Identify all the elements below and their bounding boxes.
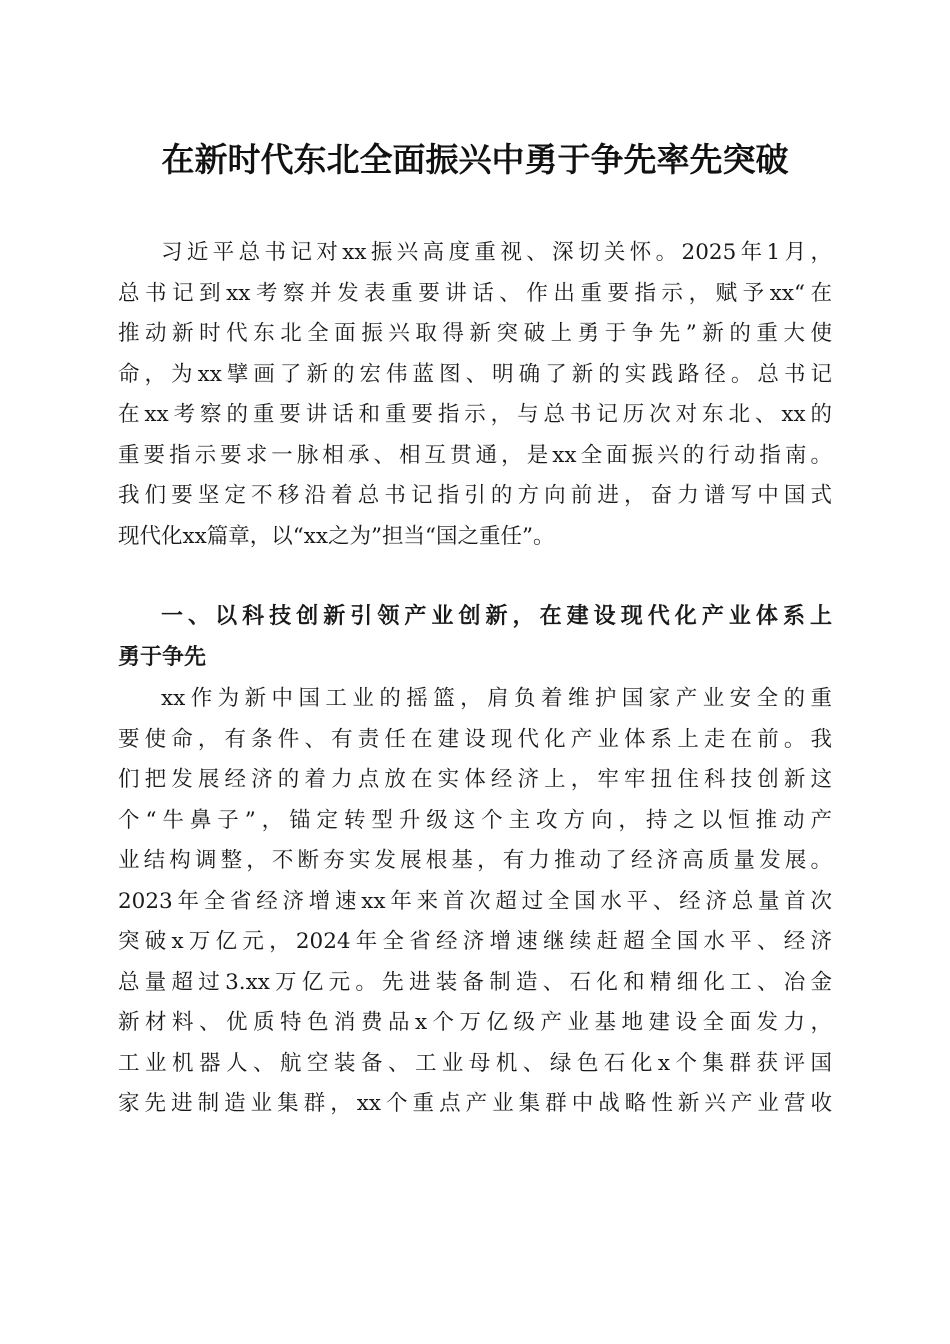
- heading-line: 一、以科技创新引领产业创新，在建设现代化产业体系上: [161, 604, 832, 629]
- text-line: 们把发展经济的着力点放在实体经济上，牢牢扭住科技创新这: [118, 767, 832, 792]
- text-line: 家先进制造业集群，xx个重点产业集群中战略性新兴产业营收: [118, 1091, 832, 1116]
- text-line: 2023年全省经济增速xx年来首次超过全国水平、经济总量首次: [118, 888, 832, 914]
- text-line: 总量超过3.xx万亿元。先进装备制造、石化和精细化工、冶金: [118, 969, 832, 995]
- text-line: 个“牛鼻子”，锚定转型升级这个主攻方向，持之以恒推动产: [118, 807, 832, 833]
- section-1-paragraph: [118, 679, 832, 1125]
- text-line: 现代化xx篇章，以“xx之为”担当“国之重任”。: [118, 523, 555, 549]
- text-line: 命，为xx擘画了新的宏伟蓝图、明确了新的实践路径。总书记: [118, 361, 832, 387]
- text-line: 总书记到xx考察并发表重要讲话、作出重要指示，赋予xx“在: [118, 280, 832, 306]
- text-line: 工业机器人、航空装备、工业母机、绿色石化x个集群获评国: [118, 1050, 832, 1076]
- text-line: 重要指示要求一脉相承、相互贯通，是xx全面振兴的行动指南。: [118, 442, 832, 468]
- text-line: 突破x万亿元，2024年全省经济增速继续赶超全国水平、经济: [118, 929, 832, 954]
- intro-paragraph: [118, 233, 832, 557]
- text-line: 在xx考察的重要讲话和重要指示，与总书记历次对东北、xx的: [118, 402, 832, 427]
- heading-line: 勇于争先: [118, 644, 207, 670]
- text-line: 新材料、优质特色消费品x个万亿级产业基地建设全面发力，: [118, 1010, 832, 1035]
- document-title: 在新时代东北全面振兴中勇于争先率先突破: [161, 140, 789, 179]
- section-heading-1: [118, 597, 832, 678]
- text-line: 推动新时代东北全面振兴取得新突破上勇于争先”新的重大使: [118, 321, 832, 346]
- text-line: 我们要坚定不移沿着总书记指引的方向前进，奋力谱写中国式: [118, 483, 832, 508]
- text-line: xx作为新中国工业的摇篮，肩负着维护国家产业安全的重: [161, 686, 832, 711]
- text-line: 习近平总书记对xx振兴高度重视、深切关怀。2025年1月，: [161, 240, 832, 265]
- text-line: 要使命，有条件、有责任在建设现代化产业体系上走在前。我: [118, 726, 832, 752]
- text-line: 业结构调整，不断夯实发展根基，有力推动了经济高质量发展。: [118, 848, 832, 873]
